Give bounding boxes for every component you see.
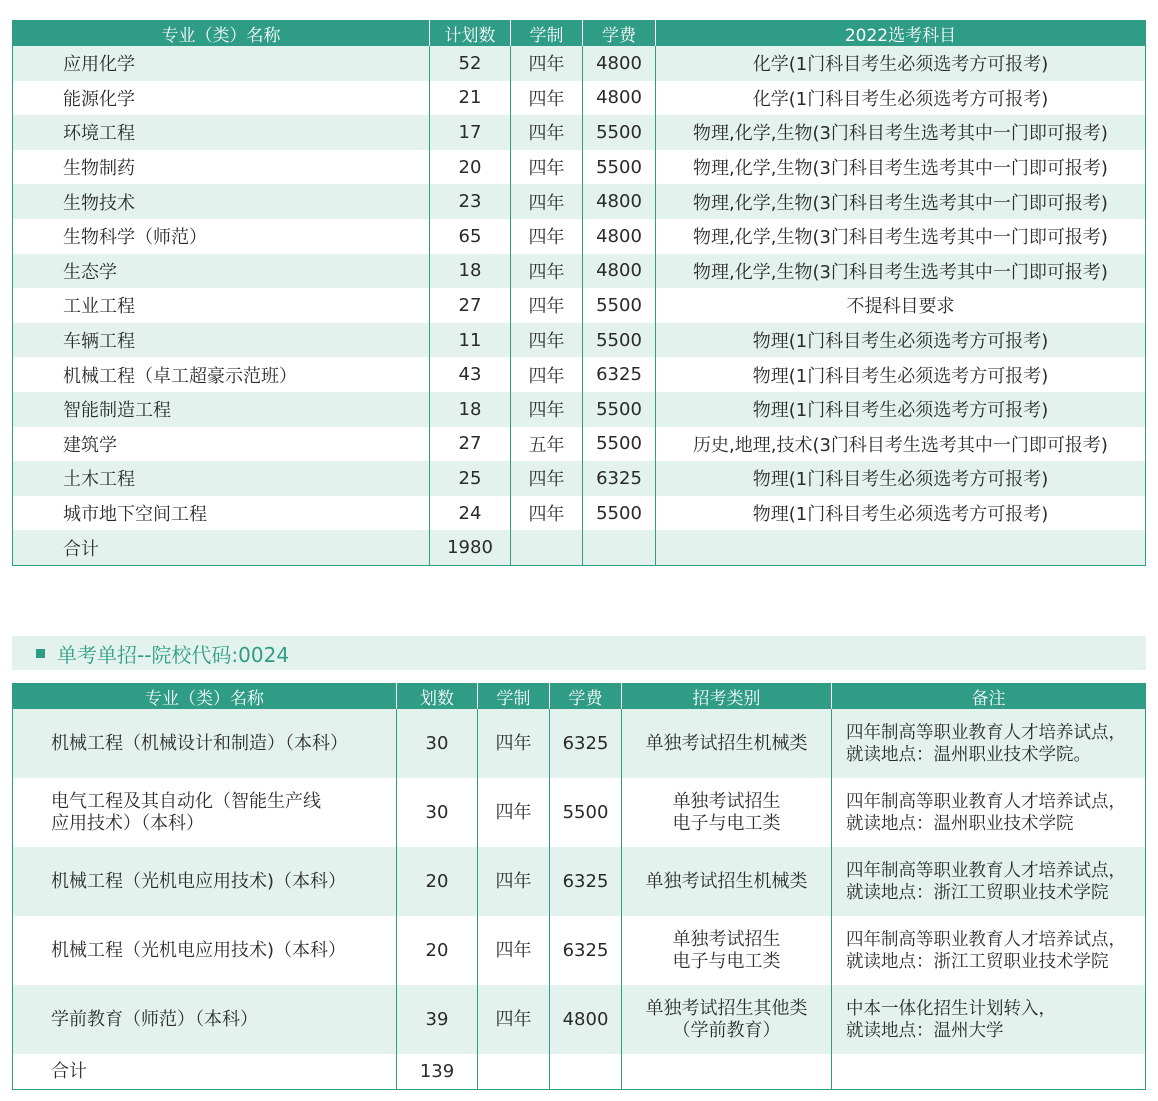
col-header-duration: 学制 xyxy=(478,684,550,710)
single-exam-table xyxy=(12,683,1146,1090)
cell-major: 环境工程 xyxy=(13,115,430,150)
major-plan-table xyxy=(12,20,1146,566)
cell-major: 生物科学（师范） xyxy=(13,219,430,254)
cell-duration: 四年 xyxy=(511,357,583,392)
cell-tuition xyxy=(550,1054,622,1090)
table-row xyxy=(13,461,1146,496)
cell-subjects: 化学(1门科目考生必须选考方可报考) xyxy=(656,46,1146,81)
col-header-notes: 备注 xyxy=(832,684,1146,710)
cell-subjects: 不提科目要求 xyxy=(656,288,1146,323)
cell-plan: 21 xyxy=(430,81,511,116)
table-row xyxy=(13,496,1146,531)
cell-major: 电气工程及其自动化（智能生产线 应用技术）（本科） xyxy=(13,778,397,847)
cell-duration: 四年 xyxy=(478,709,550,778)
cell-notes: 四年制高等职业教育人才培养试点， 就读地点：浙江工贸职业技术学院 xyxy=(832,916,1146,985)
cell-category: 单独考试招生其他类 （学前教育） xyxy=(622,985,832,1054)
table-row xyxy=(13,184,1146,219)
cell-tuition xyxy=(583,530,656,565)
cell-major: 智能制造工程 xyxy=(13,392,430,427)
cell-plan: 17 xyxy=(430,115,511,150)
cell-plan: 139 xyxy=(397,1054,478,1090)
cell-major: 能源化学 xyxy=(13,81,430,116)
cell-subjects: 物理,化学,生物(3门科目考生选考其中一门即可报考) xyxy=(656,254,1146,289)
cell-notes xyxy=(832,1054,1146,1090)
cell-plan: 30 xyxy=(397,778,478,847)
cell-tuition: 6325 xyxy=(583,357,656,392)
cell-major: 学前教育（师范）（本科） xyxy=(13,985,397,1054)
cell-duration: 四年 xyxy=(478,847,550,916)
cell-duration xyxy=(478,1054,550,1090)
table-header-row xyxy=(13,684,1146,710)
col-header-duration: 学制 xyxy=(511,21,583,47)
cell-subjects: 物理(1门科目考生必须选考方可报考) xyxy=(656,461,1146,496)
cell-major: 生态学 xyxy=(13,254,430,289)
cell-major: 生物技术 xyxy=(13,184,430,219)
cell-duration: 四年 xyxy=(511,150,583,185)
cell-subjects: 物理(1门科目考生必须选考方可报考) xyxy=(656,323,1146,358)
cell-plan: 27 xyxy=(430,427,511,462)
cell-major: 生物制药 xyxy=(13,150,430,185)
cell-subjects: 物理,化学,生物(3门科目考生选考其中一门即可报考) xyxy=(656,115,1146,150)
cell-duration: 四年 xyxy=(511,184,583,219)
cell-duration: 四年 xyxy=(511,254,583,289)
col-header-tuition: 学费 xyxy=(550,684,622,710)
cell-subjects: 物理,化学,生物(3门科目考生选考其中一门即可报考) xyxy=(656,219,1146,254)
cell-tuition: 5500 xyxy=(583,323,656,358)
cell-plan: 23 xyxy=(430,184,511,219)
table-row xyxy=(13,847,1146,916)
cell-notes: 四年制高等职业教育人才培养试点， 就读地点：浙江工贸职业技术学院 xyxy=(832,847,1146,916)
col-header-major: 专业（类）名称 xyxy=(13,684,397,710)
cell-major: 建筑学 xyxy=(13,427,430,462)
table-row xyxy=(13,985,1146,1054)
table-row xyxy=(13,709,1146,778)
cell-plan: 11 xyxy=(430,323,511,358)
cell-tuition: 5500 xyxy=(583,115,656,150)
table-row xyxy=(13,916,1146,985)
table-row xyxy=(13,778,1146,847)
cell-major: 应用化学 xyxy=(13,46,430,81)
cell-duration: 五年 xyxy=(511,427,583,462)
table-row xyxy=(13,1054,1146,1090)
cell-category: 单独考试招生机械类 xyxy=(622,847,832,916)
cell-subjects: 物理(1门科目考生必须选考方可报考) xyxy=(656,496,1146,531)
cell-duration: 四年 xyxy=(511,323,583,358)
cell-duration: 四年 xyxy=(511,461,583,496)
cell-subjects: 物理,化学,生物(3门科目考生选考其中一门即可报考) xyxy=(656,150,1146,185)
table-row xyxy=(13,288,1146,323)
section-header xyxy=(12,636,1146,670)
square-bullet-icon xyxy=(36,649,45,658)
cell-category xyxy=(622,1054,832,1090)
cell-major: 机械工程（机械设计和制造）（本科） xyxy=(13,709,397,778)
cell-notes: 中本一体化招生计划转入， 就读地点：温州大学 xyxy=(832,985,1146,1054)
cell-tuition: 5500 xyxy=(583,150,656,185)
table-row xyxy=(13,427,1146,462)
cell-subjects: 物理,化学,生物(3门科目考生选考其中一门即可报考) xyxy=(656,184,1146,219)
cell-tuition: 5500 xyxy=(583,288,656,323)
table-row xyxy=(13,323,1146,358)
cell-plan: 39 xyxy=(397,985,478,1054)
cell-tuition: 4800 xyxy=(550,985,622,1054)
cell-major: 机械工程（光机电应用技术)（本科） xyxy=(13,847,397,916)
cell-duration: 四年 xyxy=(511,288,583,323)
cell-major: 车辆工程 xyxy=(13,323,430,358)
cell-plan: 24 xyxy=(430,496,511,531)
cell-tuition: 5500 xyxy=(550,778,622,847)
cell-plan: 20 xyxy=(397,916,478,985)
cell-duration: 四年 xyxy=(478,916,550,985)
cell-duration: 四年 xyxy=(511,219,583,254)
cell-tuition: 6325 xyxy=(550,916,622,985)
cell-tuition: 4800 xyxy=(583,81,656,116)
cell-notes: 四年制高等职业教育人才培养试点， 就读地点：温州职业技术学院 xyxy=(832,778,1146,847)
cell-plan: 52 xyxy=(430,46,511,81)
cell-category: 单独考试招生 电子与电工类 xyxy=(622,916,832,985)
col-header-category: 招考类别 xyxy=(622,684,832,710)
cell-plan: 20 xyxy=(397,847,478,916)
cell-major: 工业工程 xyxy=(13,288,430,323)
section-title: 单考单招--院校代码:0024 xyxy=(57,642,290,667)
cell-duration: 四年 xyxy=(511,496,583,531)
table-row xyxy=(13,392,1146,427)
cell-duration: 四年 xyxy=(511,46,583,81)
col-header-major: 专业（类）名称 xyxy=(13,21,430,47)
table-header-row xyxy=(13,21,1146,47)
cell-major: 机械工程（光机电应用技术)（本科） xyxy=(13,916,397,985)
table-row xyxy=(13,81,1146,116)
cell-tuition: 5500 xyxy=(583,496,656,531)
cell-tuition: 4800 xyxy=(583,46,656,81)
cell-duration: 四年 xyxy=(511,392,583,427)
cell-major: 机械工程（卓工超豪示范班） xyxy=(13,357,430,392)
cell-major: 城市地下空间工程 xyxy=(13,496,430,531)
cell-plan: 18 xyxy=(430,392,511,427)
cell-major: 土木工程 xyxy=(13,461,430,496)
col-header-plan: 划数 xyxy=(397,684,478,710)
cell-subjects: 历史,地理,技术(3门科目考生选考其中一门即可报考) xyxy=(656,427,1146,462)
cell-major: 合计 xyxy=(13,1054,397,1090)
cell-duration: 四年 xyxy=(478,778,550,847)
cell-subjects: 物理(1门科目考生必须选考方可报考) xyxy=(656,392,1146,427)
cell-major: 合计 xyxy=(13,530,430,565)
cell-subjects: 化学(1门科目考生必须选考方可报考) xyxy=(656,81,1146,116)
cell-subjects: 物理(1门科目考生必须选考方可报考) xyxy=(656,357,1146,392)
cell-tuition: 5500 xyxy=(583,392,656,427)
cell-tuition: 6325 xyxy=(583,461,656,496)
cell-duration: 四年 xyxy=(478,985,550,1054)
cell-tuition: 6325 xyxy=(550,847,622,916)
table-row xyxy=(13,150,1146,185)
cell-plan: 27 xyxy=(430,288,511,323)
cell-plan: 25 xyxy=(430,461,511,496)
cell-duration: 四年 xyxy=(511,115,583,150)
cell-tuition: 6325 xyxy=(550,709,622,778)
cell-plan: 1980 xyxy=(430,530,511,565)
table-row xyxy=(13,254,1146,289)
cell-plan: 30 xyxy=(397,709,478,778)
col-header-tuition: 学费 xyxy=(583,21,656,47)
table-row xyxy=(13,115,1146,150)
table-row xyxy=(13,46,1146,81)
cell-category: 单独考试招生机械类 xyxy=(622,709,832,778)
cell-tuition: 5500 xyxy=(583,427,656,462)
col-header-plan: 计划数 xyxy=(430,21,511,47)
cell-notes: 四年制高等职业教育人才培养试点， 就读地点：温州职业技术学院。 xyxy=(832,709,1146,778)
table-row xyxy=(13,530,1146,565)
table-row xyxy=(13,219,1146,254)
cell-plan: 43 xyxy=(430,357,511,392)
cell-plan: 65 xyxy=(430,219,511,254)
cell-subjects xyxy=(656,530,1146,565)
cell-category: 单独考试招生 电子与电工类 xyxy=(622,778,832,847)
col-header-subjects: 2022选考科目 xyxy=(656,21,1146,47)
cell-duration xyxy=(511,530,583,565)
cell-tuition: 4800 xyxy=(583,219,656,254)
table-row xyxy=(13,357,1146,392)
cell-plan: 20 xyxy=(430,150,511,185)
cell-tuition: 4800 xyxy=(583,184,656,219)
cell-plan: 18 xyxy=(430,254,511,289)
cell-duration: 四年 xyxy=(511,81,583,116)
cell-tuition: 4800 xyxy=(583,254,656,289)
